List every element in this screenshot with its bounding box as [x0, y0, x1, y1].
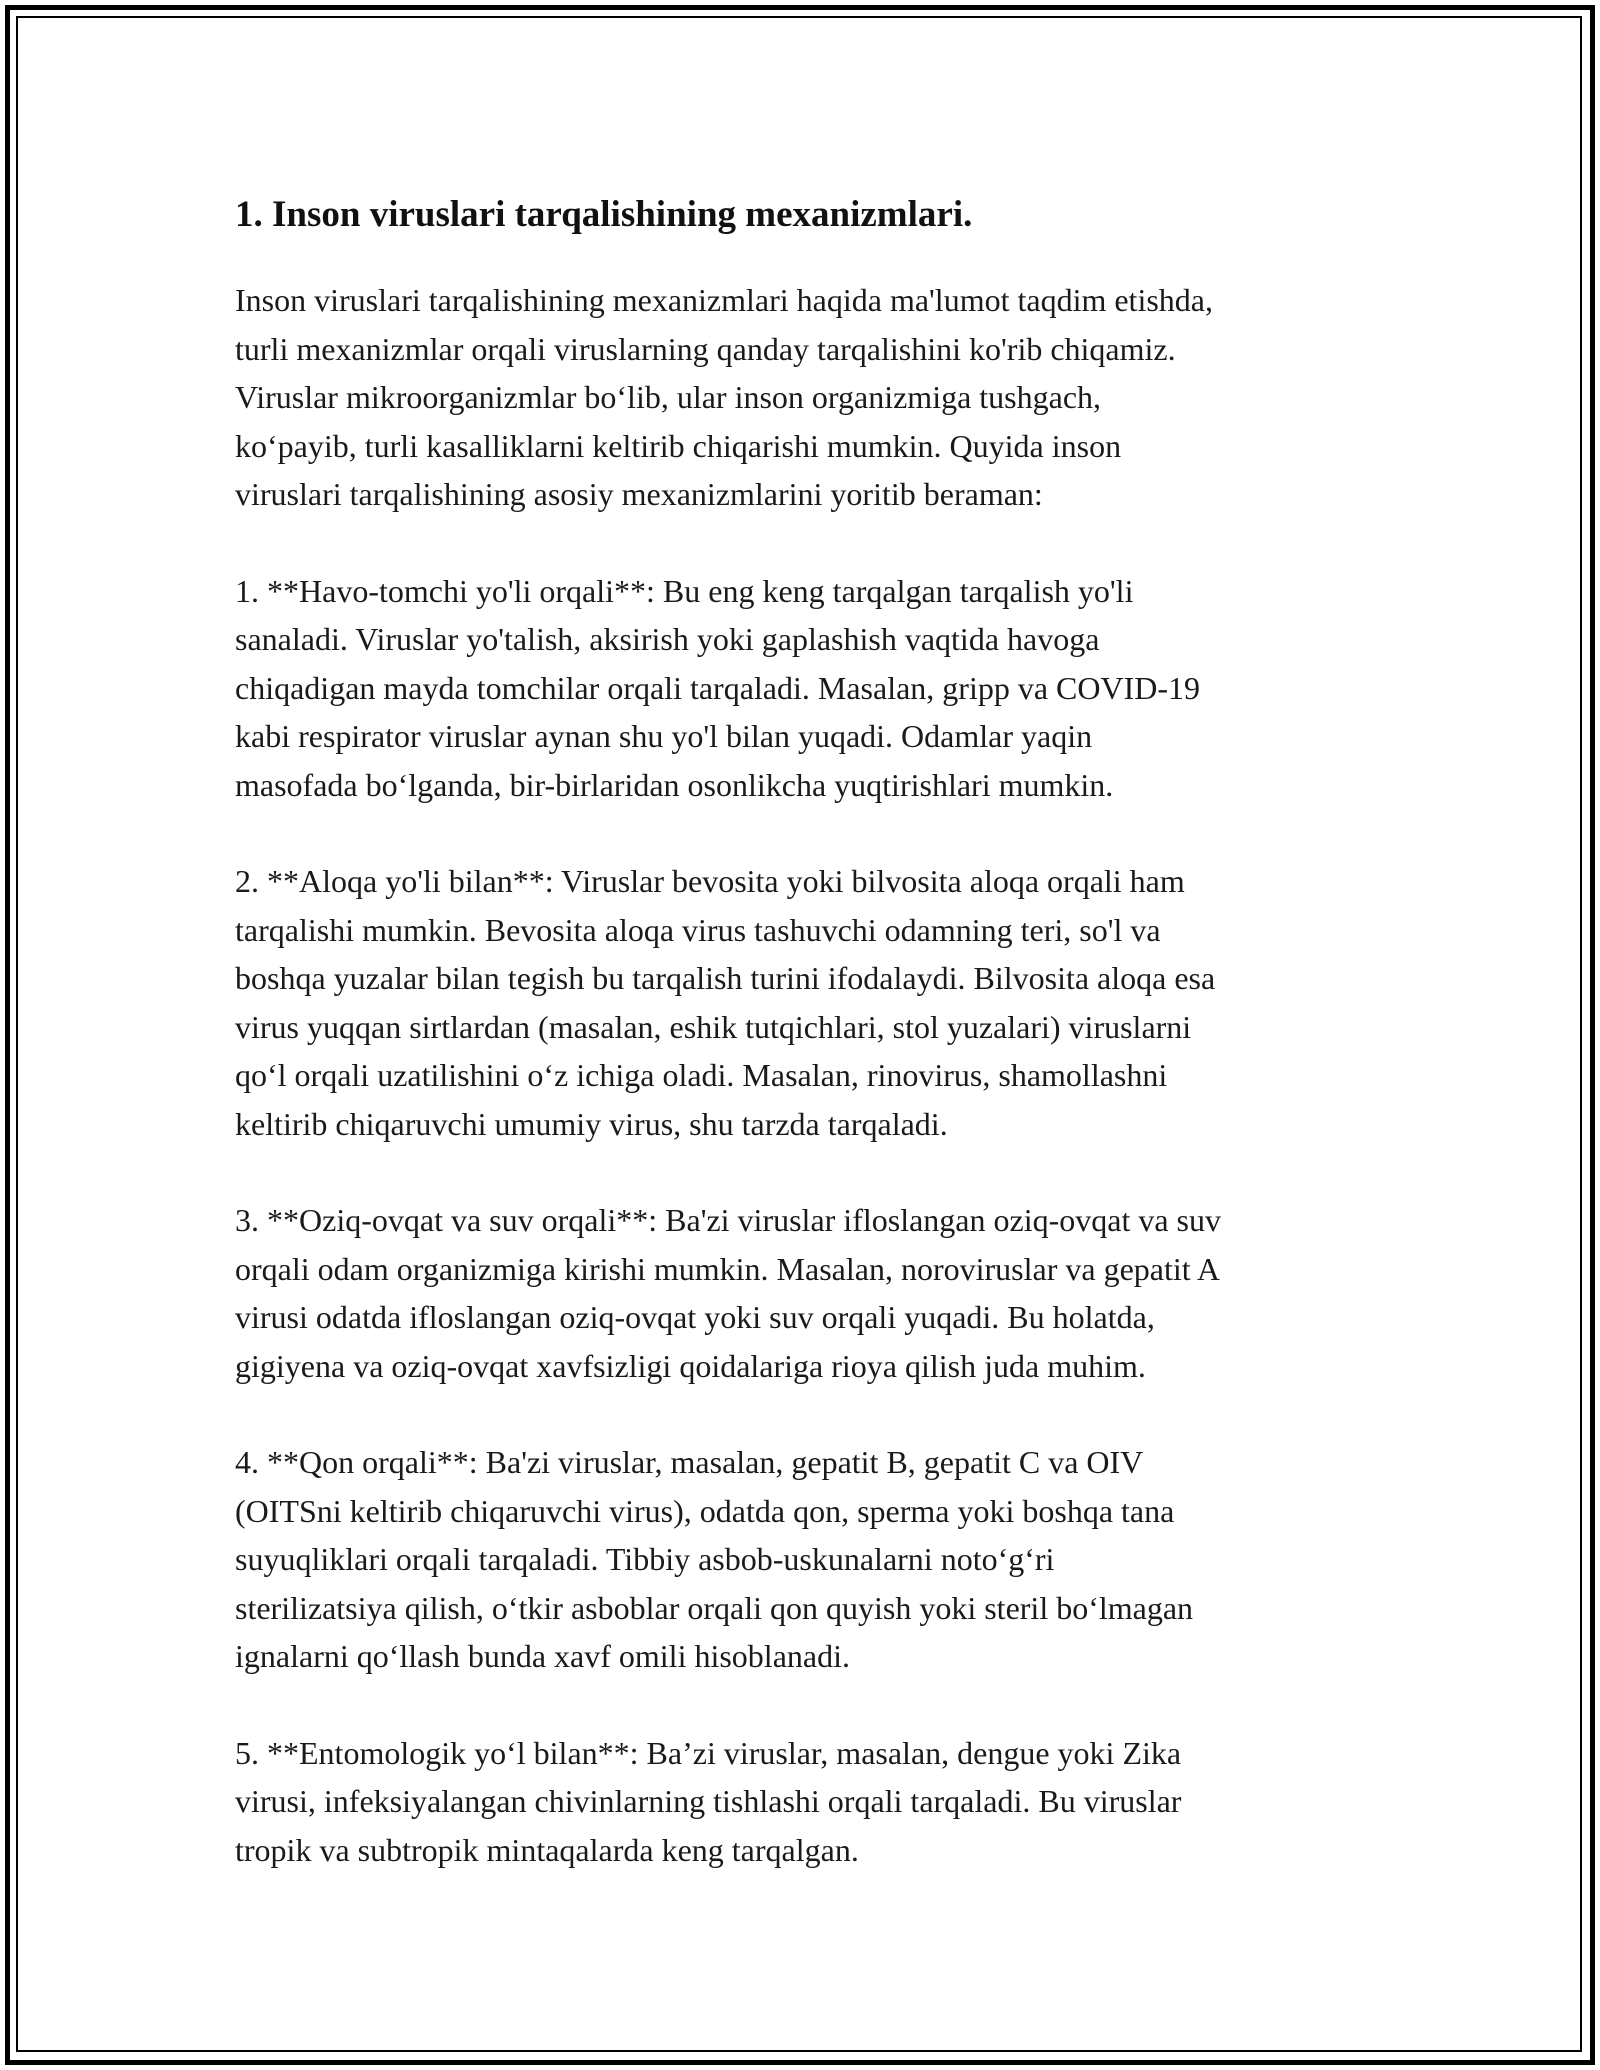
paragraph-line: boshqa yuzalar bilan tegish bu tarqalish turini ifodalaydi. Bilvosita aloqa esa [235, 960, 1216, 996]
paragraph [235, 1196, 1385, 1390]
paragraph [235, 857, 1385, 1148]
paragraph-line: orqali odam organizmiga kirishi mumkin. Masalan, noroviruslar va gepatit A [235, 1250, 1220, 1287]
paragraph-line: tarqalishi mumkin. Bevosita aloqa virus tashuvchi odamning teri, so'l va [235, 911, 1161, 948]
paragraph-line: Inson viruslari tarqalishining mexanizmlari haqida ma'lumot taqdim etishda, [235, 282, 1213, 318]
paragraph-line: qo‘l orqali uzatilishini o‘z ichiga oladi. Masalan, rinovirus, shamollashni [235, 1057, 1168, 1093]
paragraph-line: turli mexanizmlar orqali viruslarning qanday tarqalishini ko'rib chiqamiz. [235, 330, 1176, 367]
paragraph-line: virusi, infeksiyalangan chivinlarning tishlashi orqali tarqaladi. Bu viruslar [235, 1783, 1182, 1819]
paragraph-line: ko‘payib, turli kasalliklarni keltirib chiqarishi mumkin. Quyida inson [235, 427, 1122, 464]
paragraph-line: 3. **Oziq-ovqat va suv orqali**: Ba'zi viruslar ifloslangan oziq-ovqat va suv [235, 1202, 1221, 1238]
paragraph-line: viruslari tarqalishining asosiy mexanizmlarini yoritib beraman: [235, 476, 1043, 512]
paragraph-line: 1. **Havo-tomchi yo'li orqali**: Bu eng keng tarqalgan tarqalish yo'li [235, 572, 1134, 609]
paragraph-line: 4. **Qon orqali**: Ba'zi viruslar, masalan, gepatit B, gepatit C va OIV [235, 1444, 1144, 1480]
paragraph-line: virus yuqqan sirtlardan (masalan, eshik tutqichlari, stol yuzalari) viruslarni [235, 1008, 1192, 1045]
paragraph-line: kabi respirator viruslar aynan shu yo'l bilan yuqadi. Odamlar yaqin [235, 718, 1093, 754]
paragraph-line: gigiyena va oziq-ovqat xavfsizligi qoidalariga rioya qilish juda muhim. [235, 1347, 1146, 1384]
paragraph-list [235, 276, 1385, 1874]
paragraph-line: tropik va subtropik mintaqalarda keng tarqalgan. [235, 1831, 859, 1868]
paragraph-line: suyuqliklari orqali tarqaladi. Tibbiy asbob-uskunalarni noto‘g‘ri [235, 1541, 1055, 1577]
paragraph-line: Viruslar mikroorganizmlar bo‘lib, ular inson organizmiga tushgach, [235, 379, 1102, 415]
paragraph-line: ignalarni qo‘llash bunda xavf omili hisoblanadi. [235, 1638, 850, 1674]
document-heading: 1. Inson viruslari tarqalishining mexanizmlari. [235, 194, 973, 235]
paragraph-line: (OITSni keltirib chiqaruvchi virus), odatda qon, sperma yoki boshqa tana [235, 1492, 1175, 1529]
paragraph-line: sanaladi. Viruslar yo'talish, aksirish yoki gaplashish vaqtida havoga [235, 621, 1100, 657]
paragraph-line: 2. **Aloqa yo'li bilan**: Viruslar bevosita yoki bilvosita aloqa orqali ham [235, 863, 1185, 899]
paragraph [235, 567, 1385, 810]
paragraph [235, 276, 1385, 519]
document-body [235, 190, 1385, 1922]
paragraph-line: sterilizatsiya qilish, o‘tkir asboblar orqali qon quyish yoki steril bo‘lmagan [235, 1589, 1194, 1626]
paragraph [235, 1729, 1385, 1875]
paragraph-line: virusi odatda ifloslangan oziq-ovqat yoki suv orqali yuqadi. Bu holatda, [235, 1299, 1155, 1335]
paragraph-line: masofada bo‘lganda, bir-birlaridan osonlikcha yuqtirishlari mumkin. [235, 766, 1114, 803]
paragraph [235, 1438, 1385, 1681]
paragraph-line: 5. **Entomologik yo‘l bilan**: Ba’zi viruslar, masalan, dengue yoki Zika [235, 1734, 1182, 1771]
paragraph-line: keltirib chiqaruvchi umumiy virus, shu tarzda tarqaladi. [235, 1105, 948, 1142]
paragraph-line: chiqadigan mayda tomchilar orqali tarqaladi. Masalan, gripp va COVID-19 [235, 669, 1201, 706]
